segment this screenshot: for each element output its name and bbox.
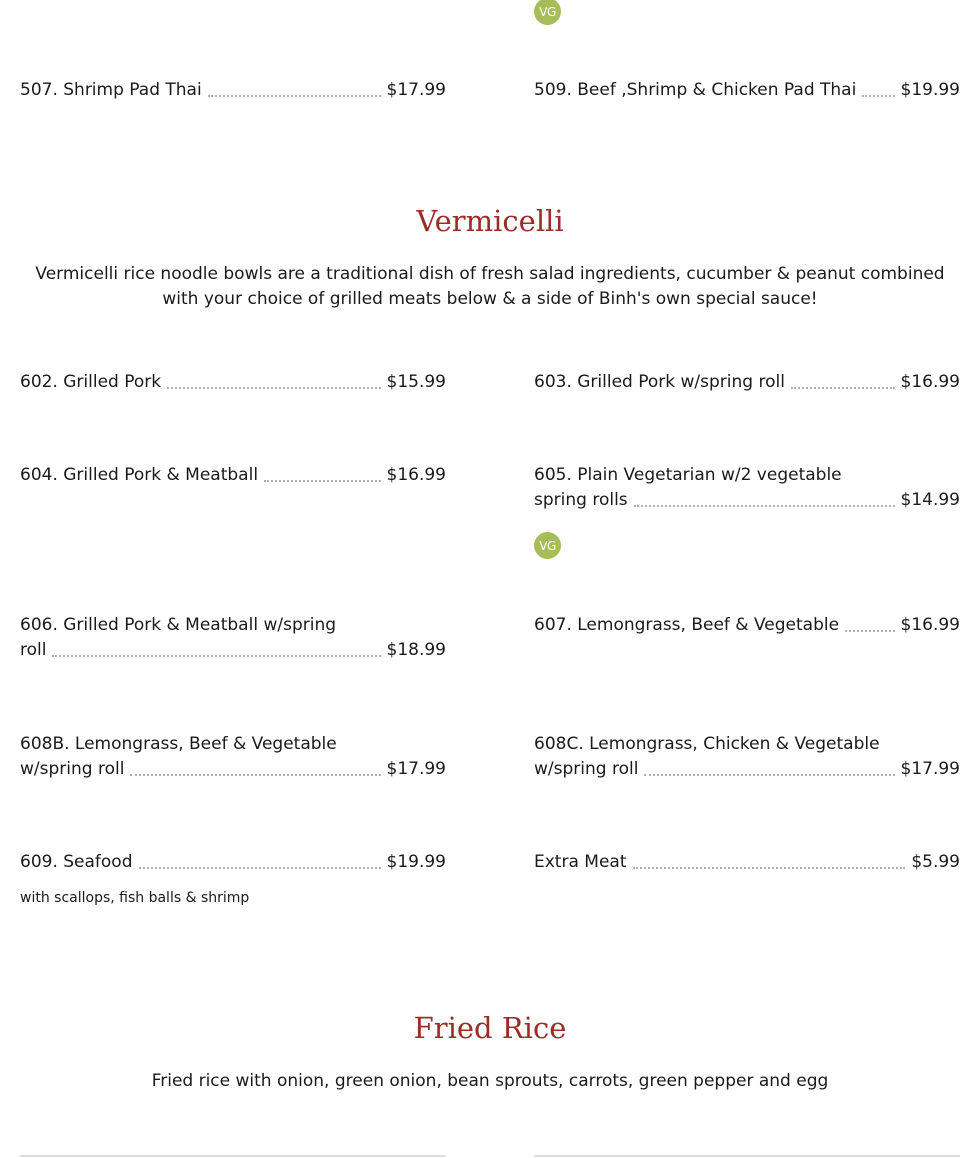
item-name-line2: spring rolls [534, 490, 628, 510]
item-name: 602. Grilled Pork [20, 372, 162, 392]
dot-leader [634, 505, 895, 507]
item-price: $16.99 [900, 372, 960, 392]
item-price: $19.99 [900, 80, 960, 100]
item-name: 509. Beef ,Shrimp & Chicken Pad Thai [534, 80, 857, 100]
item-price: $15.99 [386, 372, 446, 392]
menu-item-509[interactable] [534, 78, 960, 103]
dot-leader [52, 655, 380, 657]
item-name-line1: 608C. Lemongrass, Chicken & Vegetable [534, 734, 880, 754]
item-price: $17.99 [386, 759, 446, 779]
item-price: $14.99 [900, 490, 960, 510]
item-price: $19.99 [386, 852, 446, 872]
dot-leader [208, 95, 381, 97]
item-name: 507. Shrimp Pad Thai [20, 80, 202, 100]
dot-leader [167, 387, 380, 389]
item-price: $16.99 [900, 615, 960, 635]
menu-item-608b[interactable] [20, 732, 446, 782]
section-title-fried-rice: Fried Rice [413, 1011, 567, 1045]
menu-item-extra-meat[interactable] [534, 850, 960, 875]
item-name-line1: 606. Grilled Pork & Meatball w/spring [20, 615, 337, 635]
menu-item-606[interactable] [20, 613, 446, 663]
item-name-line2: roll [20, 640, 47, 660]
menu-item-609[interactable] [20, 850, 446, 875]
item-name-line1: 605. Plain Vegetarian w/2 vegetable [534, 465, 842, 485]
item-price: $16.99 [386, 465, 446, 485]
dot-leader [139, 867, 381, 869]
dot-leader [130, 774, 380, 776]
dot-leader [264, 480, 380, 482]
dot-leader [791, 387, 895, 389]
dot-leader [644, 774, 894, 776]
item-name: 607. Lemongrass, Beef & Vegetable [534, 615, 840, 635]
item-name: 603. Grilled Pork w/spring roll [534, 372, 785, 392]
item-name-line2: w/spring roll [20, 759, 125, 779]
vegetarian-badge: VG [534, 532, 561, 559]
cut-off-item-row [534, 1150, 960, 1158]
menu-item-604[interactable] [20, 463, 446, 488]
item-note: with scallops, fish balls & shrimp [20, 890, 250, 906]
menu-item-507[interactable] [20, 78, 446, 103]
section-title-vermicelli: Vermicelli [416, 204, 564, 238]
item-price: $17.99 [900, 759, 960, 779]
dot-leader [862, 95, 894, 97]
item-name-line2: w/spring roll [534, 759, 639, 779]
item-name-line1: 608B. Lemongrass, Beef & Vegetable [20, 734, 337, 754]
item-name: 604. Grilled Pork & Meatball [20, 465, 259, 485]
vegetarian-badge: VG [534, 0, 561, 25]
menu-item-607[interactable] [534, 613, 960, 638]
item-price: $17.99 [386, 80, 446, 100]
menu-item-602[interactable] [20, 370, 446, 395]
menu-item-608c[interactable] [534, 732, 960, 782]
item-price: $5.99 [911, 852, 960, 872]
section-description-vermicelli: Vermicelli rice noodle bowls are a traditional dish of fresh salad ingredients, cucumber & peanut combined with your choice of grilled meats below & a side of Binh's own special sauce! [35, 264, 945, 309]
cut-off-item-row [20, 1150, 446, 1158]
item-name: 609. Seafood [20, 852, 133, 872]
menu-item-603[interactable] [534, 370, 960, 395]
item-price: $18.99 [386, 640, 446, 660]
menu-item-605[interactable] [534, 463, 960, 513]
section-description-fried-rice: Fried rice with onion, green onion, bean sprouts, carrots, green pepper and egg [151, 1071, 829, 1091]
item-name: Extra Meat [534, 852, 627, 872]
dot-leader [845, 630, 894, 632]
dot-leader [633, 867, 906, 869]
